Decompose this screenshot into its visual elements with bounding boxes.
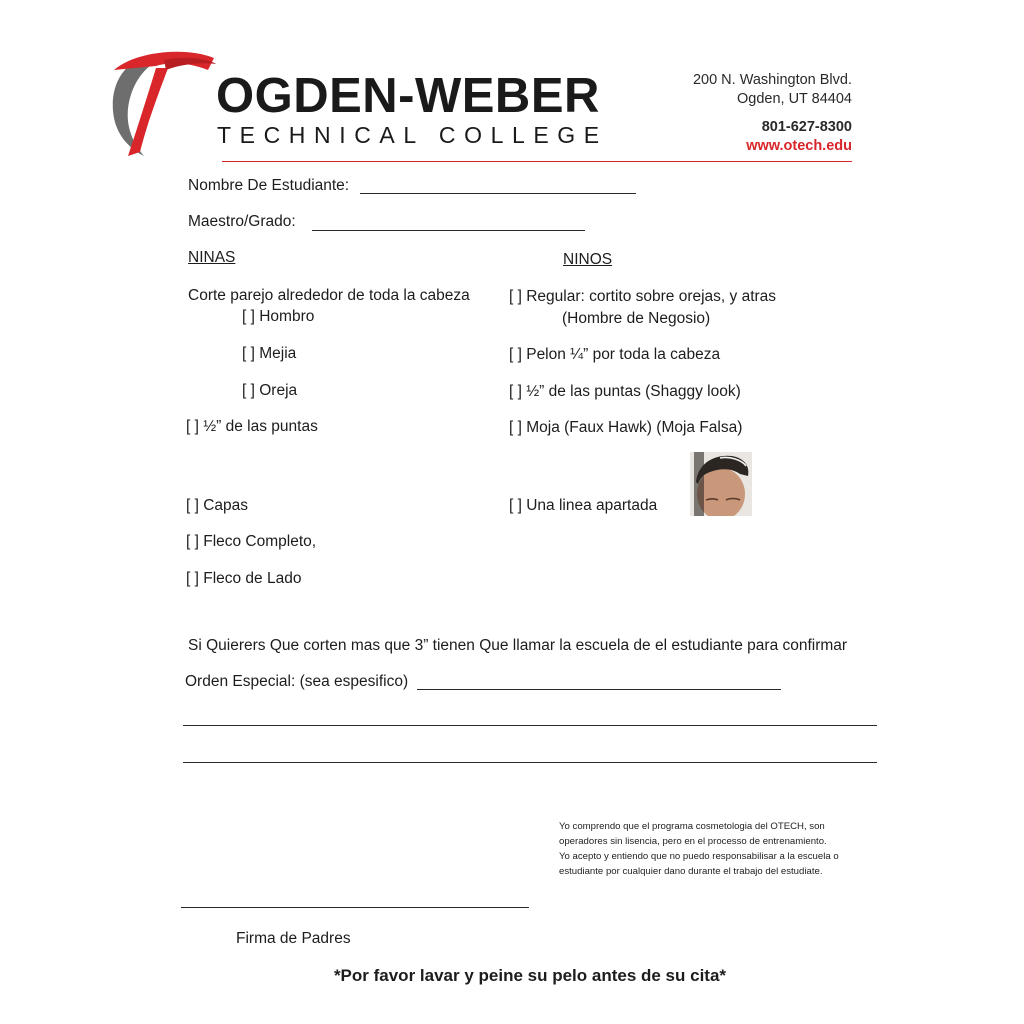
ninas-heading: NINAS	[188, 249, 236, 266]
option-linea-apartada[interactable]: [ ] Una linea apartada	[509, 497, 658, 514]
length-notice: Si Quierers Que corten mas que 3” tienen Que llamar la escuela de el estudiante para confirmar	[188, 637, 848, 654]
ninos-heading: NINOS	[563, 251, 613, 268]
special-order-field[interactable]	[417, 689, 781, 690]
disclaimer-line-3: Yo acepto y entiendo que no puedo responsabilisar a la escuela o	[559, 851, 839, 862]
hairstyle-photo	[690, 452, 752, 516]
signature-field[interactable]	[181, 907, 529, 908]
footer-note: *Por favor lavar y peine su pelo antes de su cita*	[333, 966, 727, 985]
disclaimer-line-4: estudiante por cualquier dano durante el trabajo del estudiate.	[559, 866, 823, 877]
teacher-grade-field[interactable]	[312, 230, 585, 231]
ninas-intro: Corte parejo alrededor de toda la cabeza	[188, 287, 470, 304]
special-order-line-3[interactable]	[183, 762, 877, 763]
website-link[interactable]: www.otech.edu	[746, 138, 852, 154]
option-moja[interactable]: [ ] Moja (Faux Hawk) (Moja Falsa)	[509, 419, 743, 436]
option-oreja[interactable]: [ ] Oreja	[242, 382, 298, 399]
special-order-line-2[interactable]	[183, 725, 877, 726]
option-regular[interactable]: [ ] Regular: cortito sobre orejas, y atras	[509, 288, 777, 305]
option-pelon[interactable]: [ ] Pelon ¼” por toda la cabeza	[509, 346, 721, 363]
option-fleco-lado[interactable]: [ ] Fleco de Lado	[186, 570, 302, 587]
disclaimer-line-1: Yo comprendo que el programa cosmetologia del OTECH, son	[559, 821, 825, 832]
student-name-label: Nombre De Estudiante:	[188, 177, 350, 194]
disclaimer-line-2: operadores sin lisencia, pero en el processo de entrenamiento.	[559, 836, 827, 847]
college-name: OGDEN-WEBER	[216, 69, 600, 123]
address-line-2: Ogden, UT 84404	[736, 91, 852, 107]
student-name-field[interactable]	[360, 193, 636, 194]
special-order-label: Orden Especial: (sea espesifico)	[185, 673, 409, 690]
t-swoosh-logo-icon	[104, 40, 222, 162]
option-capas[interactable]: [ ] Capas	[186, 497, 249, 514]
college-subtitle: TECHNICAL COLLEGE	[217, 122, 608, 148]
signature-label: Firma de Padres	[236, 930, 351, 947]
address-line-1: 200 N. Washington Blvd.	[692, 72, 852, 88]
option-ninos-puntas[interactable]: [ ] ½” de las puntas (Shaggy look)	[509, 383, 741, 400]
header-divider	[222, 161, 852, 162]
phone-number: 801-627-8300	[761, 119, 852, 135]
option-hombro[interactable]: [ ] Hombro	[242, 308, 315, 325]
option-regular-subtitle: (Hombre de Negosio)	[562, 310, 711, 327]
option-ninas-puntas[interactable]: [ ] ½” de las puntas	[186, 418, 318, 435]
teacher-grade-label: Maestro/Grado:	[188, 213, 296, 230]
option-fleco-completo[interactable]: [ ] Fleco Completo,	[186, 533, 317, 550]
option-mejia[interactable]: [ ] Mejia	[242, 345, 297, 362]
